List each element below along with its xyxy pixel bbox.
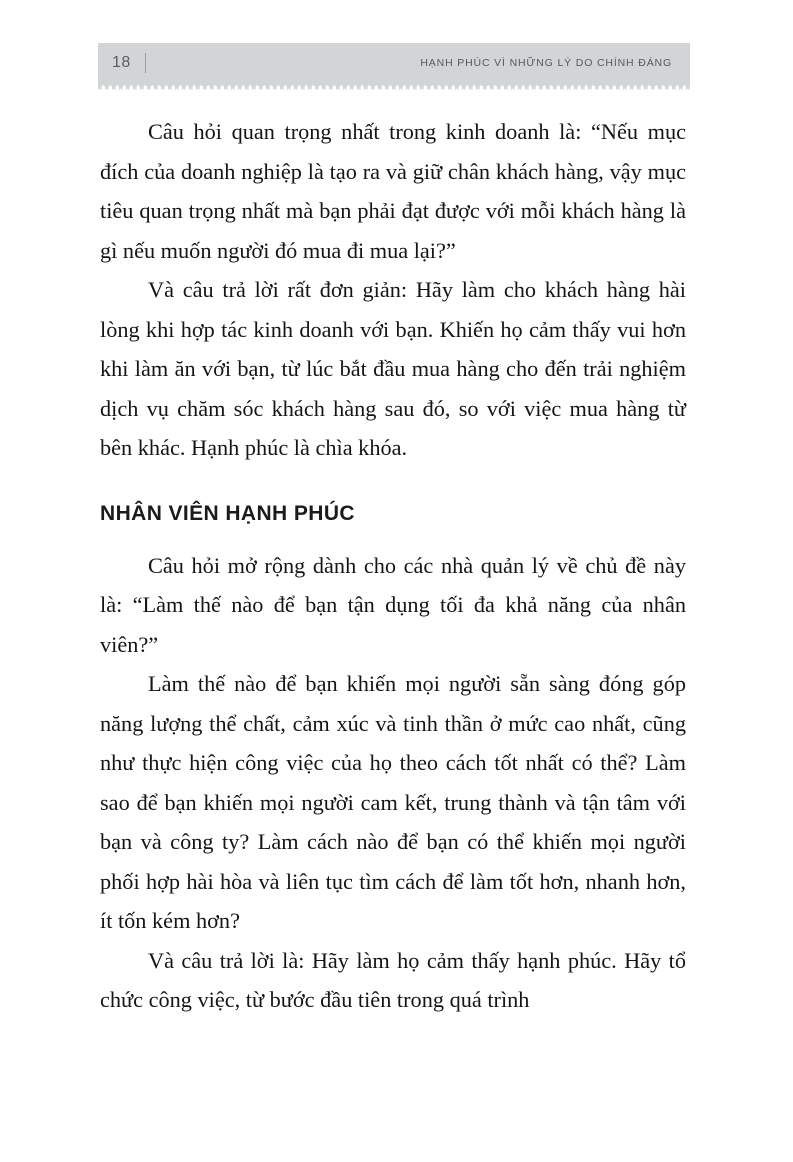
running-header-title: HẠNH PHÚC VÌ NHỮNG LÝ DO CHÍNH ĐÁNG <box>420 56 672 69</box>
folio-divider <box>145 53 146 73</box>
spacer <box>100 468 686 501</box>
spacer <box>100 526 686 546</box>
body-text-column <box>100 112 686 1020</box>
paragraph: Và câu trả lời là: Hãy làm họ cảm thấy hạnh phúc. Hãy tổ chức công việc, từ bước đầu tiên trong quá trình <box>100 947 686 1013</box>
paragraph: Câu hỏi mở rộng dành cho các nhà quản lý về chủ đề này là: “Làm thế nào để bạn tận dụng tối đa khả năng của nhân viên?” <box>100 552 686 657</box>
paragraph: Làm thế nào để bạn khiến mọi người sẵn sàng đóng góp năng lượng thể chất, cảm xúc và tinh thần ở mức cao nhất, cũng như thực hiện công việc của họ theo cách tốt nhất có thể? Làm sao để bạn khiến mọi người cam kết, trung thành và tận tâm với bạn và công ty? Làm cách nào để bạn có thể khiến mọi người phối hợp hài hòa và liên tục tìm cách để làm tốt hơn, nhanh hơn, ít tốn kém hơn? <box>100 671 686 934</box>
header-serrated-edge <box>98 83 690 90</box>
paragraph: Và câu trả lời rất đơn giản: Hãy làm cho khách hàng hài lòng khi hợp tác kinh doanh với bạn. Khiến họ cảm thấy vui hơn khi làm ăn với bạn, từ lúc bắt đầu mua hàng cho đến trải nghiệm dịch vụ chăm sóc khách hàng sau đó, so với việc mua hàng từ bên khác. Hạnh phúc là chìa khóa. <box>100 277 686 460</box>
running-header <box>98 43 690 83</box>
page-number: 18 <box>112 54 131 71</box>
section-heading: NHÂN VIÊN HẠNH PHÚC <box>100 501 355 525</box>
paragraph: Câu hỏi quan trọng nhất trong kinh doanh là: “Nếu mục đích của doanh nghiệp là tạo ra và giữ chân khách hàng, vậy mục tiêu quan trọng nhất mà bạn phải đạt được với mỗi khách hàng là gì nếu muốn người đó mua đi mua lại?” <box>100 119 686 263</box>
